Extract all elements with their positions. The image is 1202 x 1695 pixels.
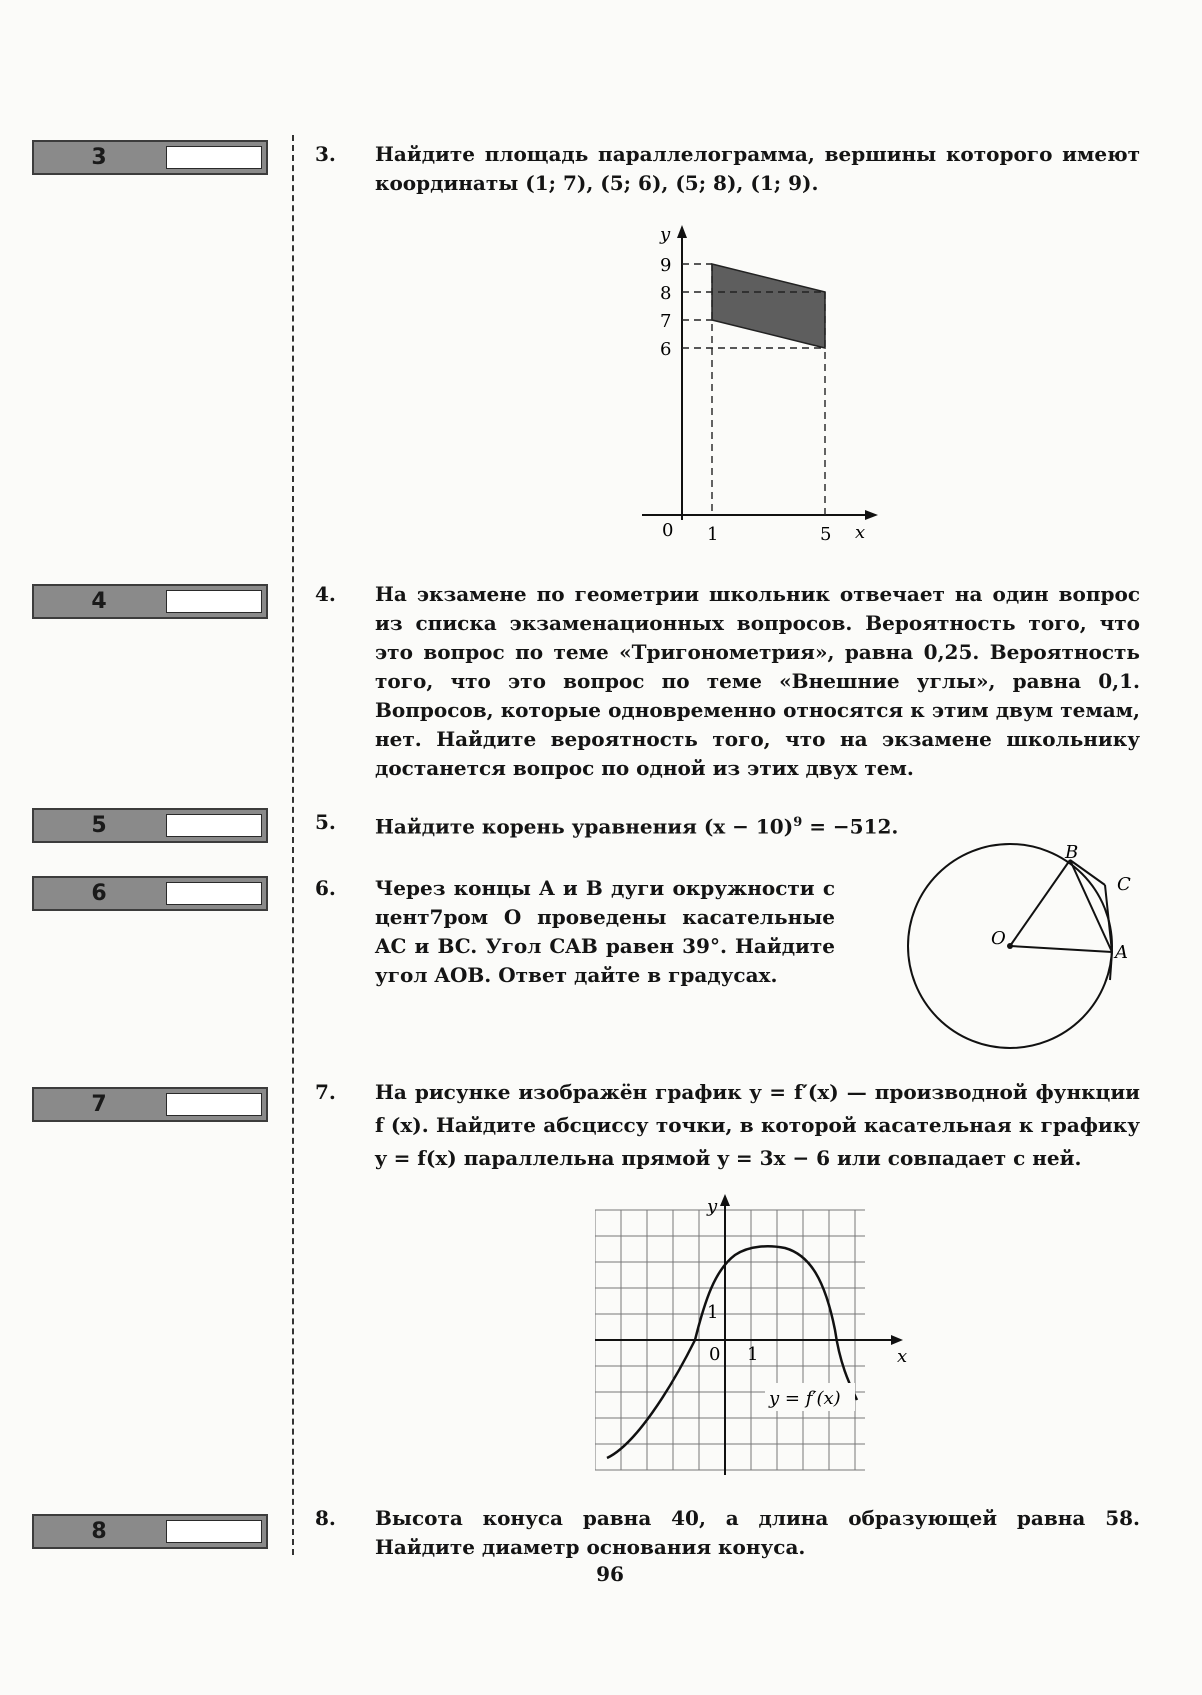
answer-field-7[interactable]	[166, 1093, 262, 1116]
point-A-label: A	[1115, 942, 1128, 963]
y-tick-label: 7	[660, 311, 672, 332]
origin-label: 0	[709, 1344, 721, 1365]
question-7-number: 7.	[315, 1080, 336, 1104]
point-C-label: C	[1117, 874, 1131, 895]
y-tick-label: 8	[660, 283, 672, 304]
answer-box-3	[32, 140, 268, 175]
answer-box-number: 3	[91, 145, 107, 170]
answer-field-5[interactable]	[166, 814, 262, 837]
y-axis-label: y	[660, 224, 671, 245]
answer-box-number: 5	[91, 813, 107, 838]
y-tick-label: 9	[660, 255, 672, 276]
answer-box-7	[32, 1087, 268, 1122]
point-B-label: B	[1065, 842, 1079, 863]
answer-box-number: 7	[91, 1092, 107, 1117]
circle-figure	[895, 840, 1155, 1060]
answer-field-6[interactable]	[166, 882, 262, 905]
y-axis-arrow	[720, 1194, 730, 1206]
question-6-text: Через концы A и B дуги окружности с цент7ром O проведены касательные AC и BC. Угол CAB равен 39°. Найдите угол AOB. Ответ дайте в градусах.	[375, 876, 835, 987]
equation-left: Найдите корень уравнения (x − 10)	[375, 814, 794, 839]
y-axis-label: y	[707, 1196, 718, 1217]
point-O-label: O	[991, 928, 1006, 949]
parallelogram-shape	[712, 264, 825, 348]
answer-field-3[interactable]	[166, 146, 262, 169]
x-tick-label: 5	[820, 524, 832, 545]
question-5-number: 5.	[315, 810, 336, 834]
parallelogram-figure	[630, 220, 890, 550]
question-6-number: 6.	[315, 876, 336, 900]
equation-exponent: 9	[793, 815, 803, 830]
y-axis-arrow	[677, 225, 687, 238]
question-7-text: На рисунке изображён график y = f′(x) — производной функции f (x). Найдите абсциссу точки, в которой касательная к графику y = f(x) параллельна прямой y = 3x − 6 или совпадает с ней.	[375, 1080, 1140, 1170]
unit-x-label: 1	[747, 1344, 759, 1365]
question-8-number: 8.	[315, 1506, 336, 1530]
unit-y-label: 1	[707, 1302, 719, 1323]
x-tick-label: 1	[707, 524, 719, 545]
x-axis-arrow	[865, 510, 878, 520]
x-axis-label: x	[855, 522, 866, 543]
question-4-text: На экзамене по геометрии школьник отвечает на один вопрос из списка экзаменационных вопросов. Вероятность того, что это вопрос по теме «Тригонометрия», равна 0,25. Вероятность того, что это вопрос по теме «Внешние углы», равна 0,1. Вопросов, которые одновременно относятся к этим двум темам, нет. Найдите вероятность того, что на экзамене школьнику достанется вопрос по одной из этих двух тем.	[375, 582, 1140, 780]
question-4-number: 4.	[315, 582, 336, 606]
question-8-text: Высота конуса равна 40, а длина образующей равна 58. Найдите диаметр основания конуса.	[375, 1506, 1140, 1559]
question-3-text: Найдите площадь параллелограмма, вершины которого имеют координаты (1; 7), (5; 6), (5; 8), (1; 9).	[375, 142, 1140, 195]
origin-label: 0	[662, 520, 674, 541]
equation-right: = −512.	[802, 814, 899, 839]
derivative-graph	[595, 1190, 925, 1480]
answer-box-8	[32, 1514, 268, 1549]
answer-box-4	[32, 584, 268, 619]
center-point	[1007, 943, 1013, 949]
question-5-text	[375, 808, 1140, 842]
curve-label: y = f′(x)	[769, 1388, 841, 1409]
answer-field-4[interactable]	[166, 590, 262, 613]
answer-field-8[interactable]	[166, 1520, 262, 1543]
answer-box-number: 4	[91, 589, 107, 614]
cut-line	[292, 135, 294, 1555]
construction-lines	[1010, 860, 1112, 980]
answer-box-number: 8	[91, 1519, 107, 1544]
x-axis-arrow	[891, 1335, 903, 1345]
answer-box-number: 6	[91, 881, 107, 906]
answer-box-5	[32, 808, 268, 843]
y-tick-label: 6	[660, 339, 672, 360]
page-number: 96	[596, 1562, 624, 1586]
derivative-curve	[607, 1246, 857, 1458]
x-axis-label: x	[897, 1346, 908, 1367]
answer-box-6	[32, 876, 268, 911]
question-3-number: 3.	[315, 142, 336, 166]
